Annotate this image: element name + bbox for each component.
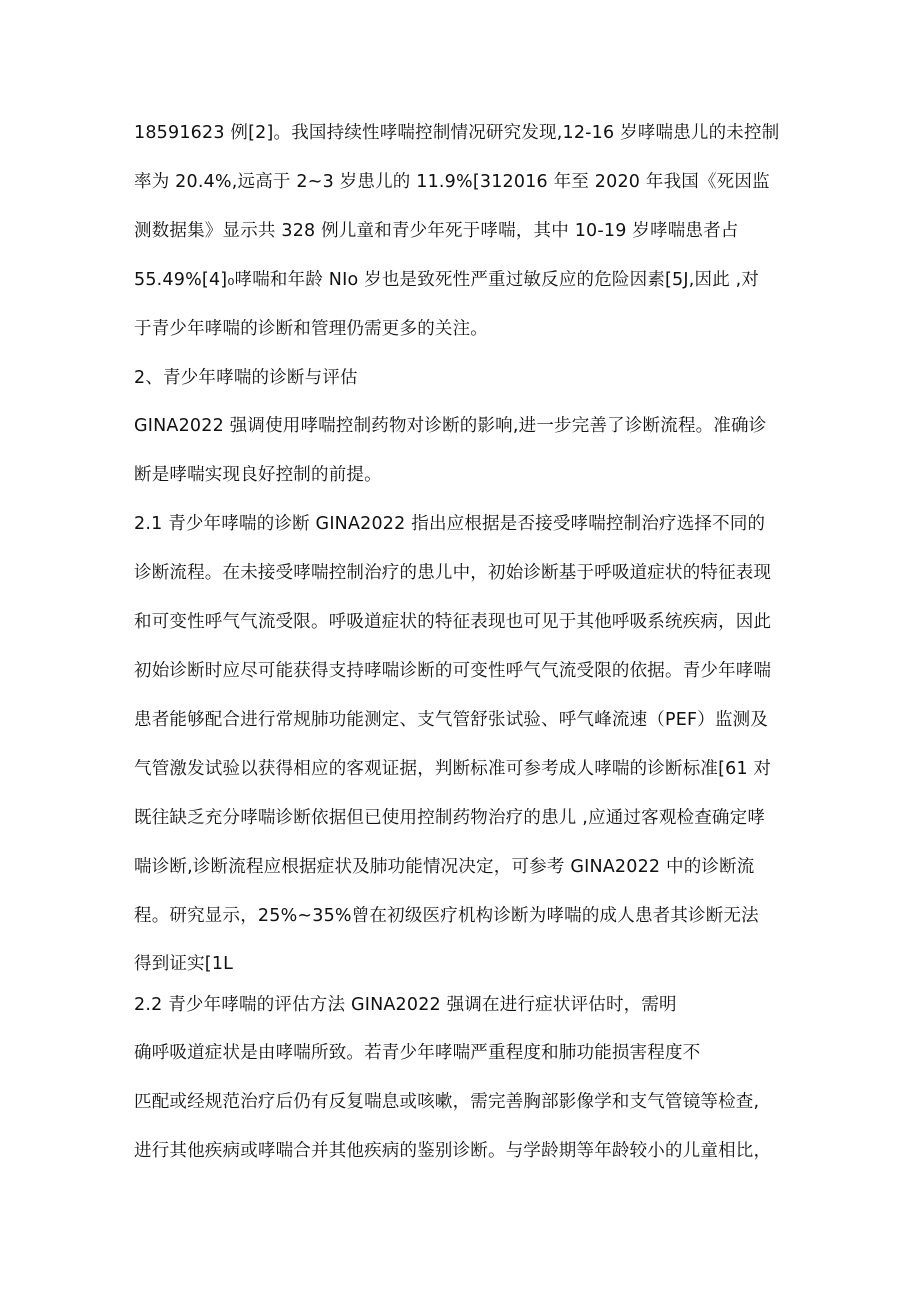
- paragraph-line: 55.49%[4]₀哮喘和年龄 NIo 岁也是致死性严重过敏反应的危险因素[5J,因此 ,对: [134, 270, 760, 290]
- paragraph-line: 确呼吸道症状是由哮喘所致。若青少年哮喘严重程度和肺功能损害程度不: [134, 1043, 701, 1063]
- paragraph-line: 喘诊断,诊断流程应根据症状及肺功能情况决定，可参考 GINA2022 中的诊断流: [134, 857, 755, 877]
- paragraph-line: 2.2 青少年哮喘的评估方法 GINA2022 强调在进行症状评估时，需明: [134, 995, 677, 1015]
- section-heading: 2、青少年哮喘的诊断与评估: [134, 368, 358, 388]
- paragraph-line: 于青少年哮喘的诊断和管理仍需更多的关注。: [134, 319, 488, 339]
- paragraph-line: 患者能够配合进行常规肺功能测定、支气管舒张试验、呼气峰流速（PEF）监测及: [134, 710, 769, 730]
- paragraph-line: 18591623 例[2]。我国持续性哮喘控制情况研究发现,12-16 岁哮喘患儿的未控制: [134, 123, 780, 143]
- paragraph-line: 得到证实[1L: [134, 954, 234, 974]
- paragraph-line: 测数据集》显示共 328 例儿童和青少年死于哮喘，其中 10-19 岁哮喘患者占: [134, 221, 739, 241]
- paragraph-line: GINA2022 强调使用哮喘控制药物对诊断的影响,进一步完善了诊断流程。准确诊: [134, 416, 767, 436]
- paragraph-line: 进行其他疾病或哮喘合并其他疾病的鉴别诊断。与学龄期等年龄较小的儿童相比，: [134, 1141, 772, 1161]
- paragraph-line: 初始诊断时应尽可能获得支持哮喘诊断的可变性呼气气流受限的依据。青少年哮喘: [134, 661, 772, 681]
- paragraph-line: 2.1 青少年哮喘的诊断 GINA2022 指出应根据是否接受哮喘控制治疗选择不同的: [134, 514, 766, 534]
- paragraph-line: 断是哮喘实现良好控制的前提。: [134, 465, 382, 485]
- paragraph-line: 气管激发试验以获得相应的客观证据，判断标准可参考成人哮喘的诊断标准[61 对: [134, 759, 772, 779]
- paragraph-line: 既往缺乏充分哮喘诊断依据但已使用控制药物治疗的患儿 ,应通过客观检查确定哮: [134, 808, 766, 828]
- paragraph-line: 和可变性呼气气流受限。呼吸道症状的特征表现也可见于其他呼吸系统疾病，因此: [134, 612, 772, 632]
- paragraph-line: 率为 20.4%,远高于 2~3 岁患儿的 11.9%[312016 年至 2020 年我国《死因监: [134, 172, 770, 192]
- paragraph-line: 诊断流程。在未接受哮喘控制治疗的患儿中，初始诊断基于呼吸道症状的特征表现: [134, 563, 772, 583]
- paragraph-line: 匹配或经规范治疗后仍有反复喘息或咳嗽，需完善胸部影像学和支气管镜等检查,: [134, 1092, 760, 1112]
- paragraph-line: 程。研究显示，25%~35%曾在初级医疗机构诊断为哮喘的成人患者其诊断无法: [134, 906, 759, 926]
